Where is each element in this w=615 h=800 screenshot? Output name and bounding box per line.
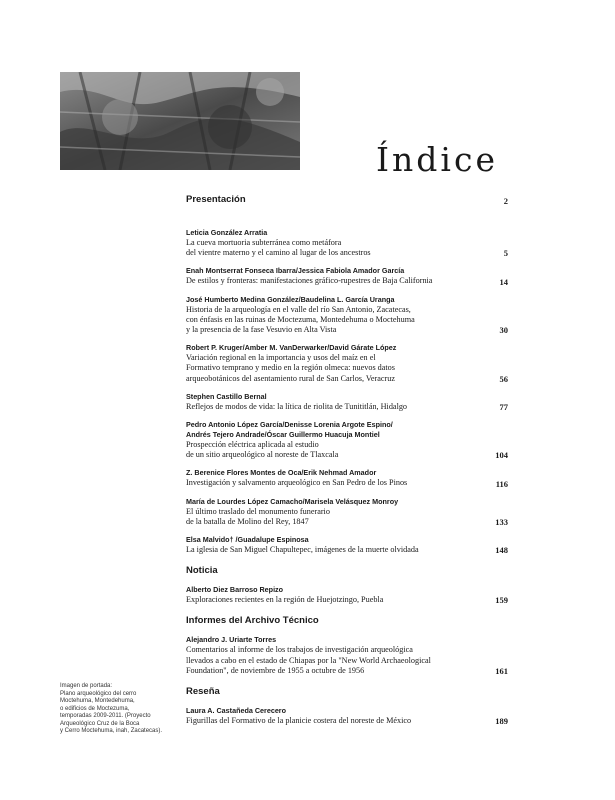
caption-line: Arqueológico Cruz de la Boca	[60, 720, 140, 727]
section-heading: Presentación	[186, 194, 246, 205]
toc-entry[interactable]	[186, 635, 508, 676]
section-heading-row	[186, 686, 508, 698]
section-heading-row	[186, 194, 508, 206]
entry-title-line: Historia de la arqueología en el valle del río San Antonio, Zacatecas,	[186, 304, 411, 314]
entry-authors: Leticia González Arratia	[186, 228, 268, 237]
page-number: 77	[499, 402, 508, 413]
toc-section	[186, 228, 508, 555]
entry-title-line: Exploraciones recientes en la región de Huejotzingo, Puebla	[186, 595, 384, 605]
section-heading: Reseña	[186, 686, 220, 698]
page-number: 2	[503, 196, 508, 206]
toc-section	[186, 615, 508, 676]
entry-title	[186, 716, 411, 726]
entry-title-row	[186, 440, 508, 460]
page-number: 116	[495, 478, 508, 489]
entry-authors: Z. Berenice Flores Montes de Oca/Erik Nehmad Amador	[186, 468, 377, 478]
entry-title-line: La cueva mortuoria subterránea como metáfora	[186, 238, 342, 247]
entry-title-row	[186, 238, 508, 258]
caption-line: Plano arqueológico del cerro	[60, 690, 137, 697]
page-number: 104	[495, 450, 508, 461]
entry-title-row	[186, 595, 508, 605]
entry-title-row	[186, 716, 508, 726]
entry-title	[186, 507, 330, 527]
entry-title	[186, 305, 415, 336]
entry-title	[186, 595, 383, 605]
table-of-contents	[186, 194, 508, 726]
entry-title-line: Comentarios al informe de los trabajos de investigación arqueológica	[186, 645, 413, 655]
toc-entry[interactable]	[186, 343, 508, 384]
page-number: 148	[495, 545, 508, 556]
entry-title	[186, 440, 338, 460]
entry-authors: Enah Montserrat Fonseca Ibarra/Jessica Fabiola Amador García	[186, 266, 405, 276]
entry-title-line: con énfasis en las ruinas de Moctezuma, Montedehuma o Moctehuma	[186, 314, 415, 324]
entry-authors: Pedro Antonio López García/Denisse Lorenia Argote Espino/	[186, 420, 393, 430]
entry-title-line: de un sitio arqueológico al noreste de Tlaxcala	[186, 450, 339, 460]
section-heading: Informes del Archivo Técnico	[186, 615, 319, 627]
entry-authors: Elsa Malvido† /Guadalupe Espinosa	[186, 535, 309, 545]
page-number: 189	[495, 716, 508, 727]
entry-title-line: Variación regional en la importancia y usos del maíz en el	[186, 353, 376, 363]
toc-entry[interactable]	[186, 535, 508, 555]
entry-title-row	[186, 478, 508, 488]
cover-image	[60, 72, 300, 170]
toc-entry[interactable]	[186, 468, 508, 488]
entry-title-row	[186, 402, 508, 412]
entry-title-line: Investigación y salvamento arqueológico en San Pedro de los Pinos	[186, 478, 408, 488]
entry-title-line: Figurillas del Formativo de la planicie costera del noreste de México	[186, 716, 412, 726]
entry-title-line: La iglesia de San Miguel Chapultepec, imágenes de la muerte olvidada	[186, 545, 419, 555]
caption-line: temporadas 2009-2011. (Proyecto	[60, 713, 151, 719]
entry-title-row	[186, 507, 508, 527]
entry-title-line: El último traslado del monumento funerario	[186, 506, 330, 516]
toc-entry[interactable]	[186, 266, 508, 286]
toc-entry[interactable]	[186, 392, 508, 412]
page-title: Índice	[376, 140, 498, 179]
entry-title-line: Formativo temprano y medio en la región olmeca: nuevos datos	[186, 363, 395, 373]
toc-entry[interactable]	[186, 585, 508, 605]
toc-entry[interactable]	[186, 497, 508, 527]
caption-line: Imagen de portada:	[60, 683, 113, 689]
entry-authors: José Humberto Medina González/Baudelina L. García Uranga	[186, 294, 395, 304]
entry-title-row	[186, 305, 508, 336]
entry-title-row	[186, 276, 508, 286]
entry-title	[186, 402, 407, 412]
cave-rock-photo-icon	[60, 72, 300, 170]
entry-authors: Andrés Tejero Andrade/Óscar Guillermo Huacuja Montiel	[186, 430, 380, 440]
entry-title	[186, 645, 431, 676]
entry-title	[186, 353, 395, 384]
entry-authors: Laura A. Castañeda Cerecero	[186, 706, 286, 716]
toc-entry[interactable]	[186, 228, 508, 258]
toc-entry[interactable]	[186, 295, 508, 336]
toc-section	[186, 194, 508, 206]
section-heading: Noticia	[186, 565, 218, 577]
entry-title-line: Reflejos de modos de vida: la lítica de riolita de Tunititlán, Hidalgo	[186, 401, 408, 411]
entry-title-line: Prospección eléctrica aplicada al estudio	[186, 440, 319, 450]
toc-entry[interactable]	[186, 420, 508, 460]
cover-caption	[60, 683, 180, 736]
section-heading-row	[186, 565, 508, 577]
page-number: 159	[495, 595, 508, 606]
page-number: 30	[499, 325, 508, 336]
entry-authors: María de Lourdes López Camacho/Marisela Velásquez Monroy	[186, 496, 399, 506]
page-number: 161	[495, 666, 508, 677]
page-number: 5	[503, 248, 508, 259]
entry-authors: Alberto Diez Barroso Repizo	[186, 585, 284, 595]
entry-title-row	[186, 545, 508, 555]
section-heading-row	[186, 615, 508, 627]
caption-line: y Cerro Moctehuma, inah, Zacatecas).	[60, 728, 163, 734]
page-number: 14	[499, 276, 508, 287]
entry-authors: Robert P. Kruger/Amber M. VanDerwarker/David Gárate López	[186, 343, 397, 353]
page-number: 133	[495, 517, 508, 528]
toc-section	[186, 565, 508, 605]
entry-title	[186, 545, 419, 555]
entry-title-line: del vientre materno y el camino al lugar de los ancestros	[186, 248, 371, 258]
entry-title	[186, 276, 432, 286]
entry-title-line: llevados a cabo en el estado de Chiapas por la "New World Archaeological	[186, 655, 431, 665]
entry-title-line: Foundation", de noviembre de 1955 a octubre de 1956	[186, 665, 365, 675]
entry-title-line: y la presencia de la fase Vesuvio en Alta Vista	[186, 325, 337, 335]
entry-title	[186, 238, 371, 258]
entry-authors: Alejandro J. Uriarte Torres	[186, 635, 277, 645]
entry-title	[186, 478, 407, 488]
entry-title-line: arqueobotánicos del asentamiento rural de San Carlos, Veracruz	[186, 373, 396, 383]
entry-title-line: de la batalla de Molino del Rey, 1847	[186, 516, 309, 526]
toc-entry[interactable]	[186, 706, 508, 726]
entry-title-row	[186, 353, 508, 384]
entry-title-line: De estilos y fronteras: manifestaciones gráfico-rupestres de Baja California	[186, 276, 433, 286]
entry-authors: Stephen Castillo Bernal	[186, 391, 267, 401]
entry-title-row	[186, 645, 508, 676]
page-number: 56	[499, 373, 508, 384]
caption-line: Moctehuma, Montedehuma,	[60, 698, 135, 704]
caption-line: o edificios de Moctezuma,	[60, 705, 130, 712]
toc-section	[186, 686, 508, 726]
